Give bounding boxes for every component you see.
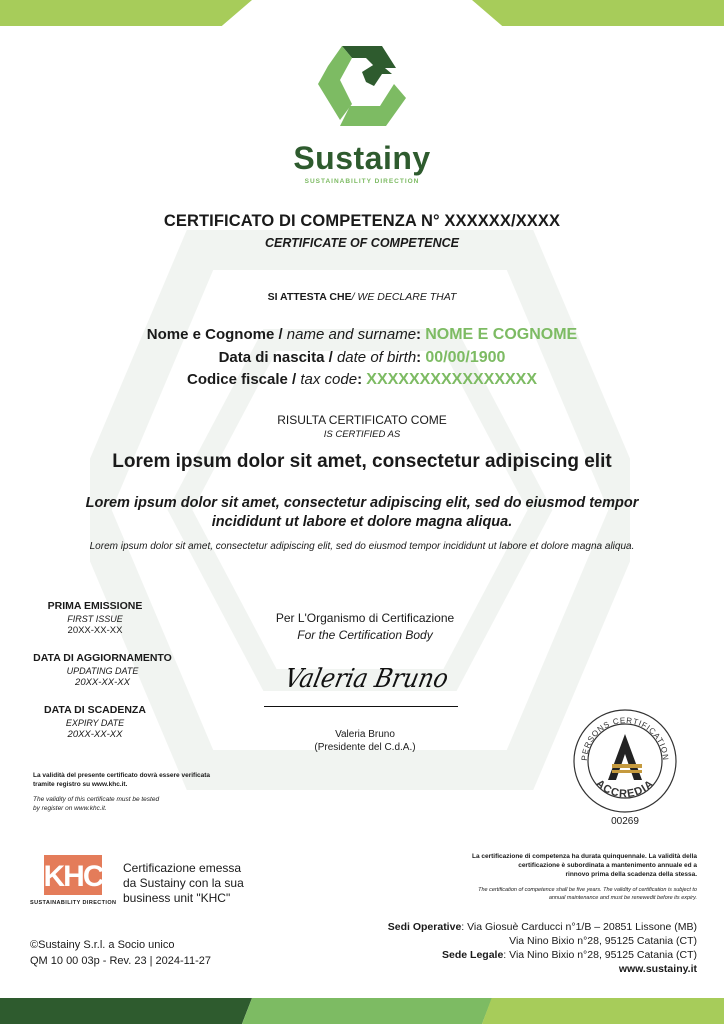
tax-label: Codice fiscale / bbox=[186, 371, 297, 388]
name-label-en: name and surname bbox=[286, 326, 417, 343]
signature-line bbox=[264, 706, 458, 707]
top-band-left bbox=[0, 0, 252, 26]
khc-logo-icon bbox=[44, 855, 102, 895]
khc-tagline: SUSTAINABILITY DIRECTION bbox=[30, 900, 117, 906]
tax-label-en: tax code bbox=[300, 371, 358, 388]
certificate-title: CERTIFICATO DI COMPETENZA N° XXXXXX/XXXX bbox=[163, 212, 561, 230]
declaration-it: SI ATTESTA CHE bbox=[267, 291, 352, 303]
sustainy-logo-icon bbox=[316, 44, 408, 128]
accredia-bottom-text: ACCREDIA bbox=[593, 777, 657, 801]
dob-label: Data di nascita / bbox=[218, 349, 333, 366]
copyright-block: ©Sustainy S.r.l. a Socio unico QM 10 00 03p - Rev. 23 | 2024-11-27 bbox=[30, 939, 212, 967]
update-date-block: DATA DI AGGIORNAMENTO UPDATING DATE 20XX-XX-XX bbox=[33, 652, 172, 688]
name-value: NOME E COGNOME bbox=[425, 326, 578, 343]
declaration-line bbox=[0, 291, 724, 303]
logo-name: Sustainy bbox=[293, 140, 431, 176]
person-name-row: Nome e Cognome / name and surname: NOME E COGNOME bbox=[146, 326, 578, 343]
signer-role: (Presidente del C.d.A.) bbox=[314, 742, 416, 753]
certification-description: Lorem ipsum dolor sit amet, consectetur adipiscing elit, sed do eiusmod tempor incididunt ut labore et dolore magna aliqua. bbox=[85, 495, 639, 530]
signature-script: Valeria Bruno bbox=[281, 664, 451, 694]
first-issue-block: PRIMA EMISSIONE FIRST ISSUE 20XX-XX-XX bbox=[47, 600, 143, 636]
certification-title: Lorem ipsum dolor sit amet, consectetur adipiscing elit bbox=[112, 451, 612, 472]
tax-value: XXXXXXXXXXXXXXXX bbox=[366, 371, 538, 388]
dob-label-en: date of birth bbox=[336, 349, 417, 366]
dob-value: 00/00/1900 bbox=[425, 349, 506, 366]
operative-address: Sedi Operative: Via Giosuè Carducci n°1/B – 20851 Lissone (MB) Via Nino Bixio n°28, 95125 Catania (CT) Sede Legale: Via Nino Bixio n°28, 95125 Catania (CT) www.sustainy.it bbox=[387, 921, 697, 975]
accredia-top-text: PERSONS CERTIFICATION bbox=[579, 715, 671, 762]
signer-name: Valeria Bruno bbox=[335, 729, 395, 740]
logo-tagline: SUSTAINABILITY DIRECTION bbox=[304, 178, 420, 185]
website-link[interactable]: www.sustainy.it bbox=[618, 963, 697, 975]
bottom-band-dark bbox=[0, 998, 252, 1024]
validity-note: La validità del presente certificato dovrà essere verificata tramite registro su www.khc.it. The validity of this certificate must be tested by register on www.khc.it. bbox=[33, 772, 211, 812]
person-tax-row: Codice fiscale / tax code: XXXXXXXXXXXXXXXX bbox=[186, 371, 538, 388]
name-label: Nome e Cognome / bbox=[146, 326, 283, 343]
top-band-right bbox=[472, 0, 724, 26]
certification-body-it: Per L'Organismo di Certificazione bbox=[275, 611, 455, 625]
khc-text: Certificazione emessa da Sustainy con la sua business unit "KHC" bbox=[123, 861, 244, 905]
accredia-seal-icon bbox=[572, 708, 678, 814]
person-dob-row: Data di nascita / date of birth: 00/00/1900 bbox=[218, 349, 506, 366]
declaration-en: / WE DECLARE THAT bbox=[351, 291, 457, 303]
svg-text:KHC: KHC bbox=[44, 860, 102, 893]
bottom-band-light bbox=[482, 998, 724, 1024]
certification-body-en: For the Certification Body bbox=[297, 628, 433, 642]
certified-as-it: RISULTA CERTIFICATO COME bbox=[277, 413, 447, 427]
certification-small-text: Lorem ipsum dolor sit amet, consectetur adipiscing elit, sed do eiusmod tempor incididunt ut labore et dolore magna aliqua. bbox=[89, 541, 635, 552]
svg-text:ACCREDIA bbox=[593, 778, 656, 801]
certificate-subtitle: CERTIFICATE OF COMPETENCE bbox=[265, 236, 459, 250]
expiry-date-block: DATA DI SCADENZA EXPIRY DATE 20XX-XX-XX bbox=[44, 704, 146, 740]
accredia-number: 00269 bbox=[611, 816, 639, 827]
certified-as-en: IS CERTIFIED AS bbox=[323, 429, 401, 440]
bottom-band-mid bbox=[242, 998, 492, 1024]
duration-note: La certificazione di competenza ha durata quinquennale. La validità della certificazione è subordinata a mantenimento annuale ed a rinnovo prima della scadenza della stessa. The certification of competence shall be five years. The validity of certification is subject to annual maintenance and must be renewedit before its expiry. bbox=[471, 853, 697, 901]
